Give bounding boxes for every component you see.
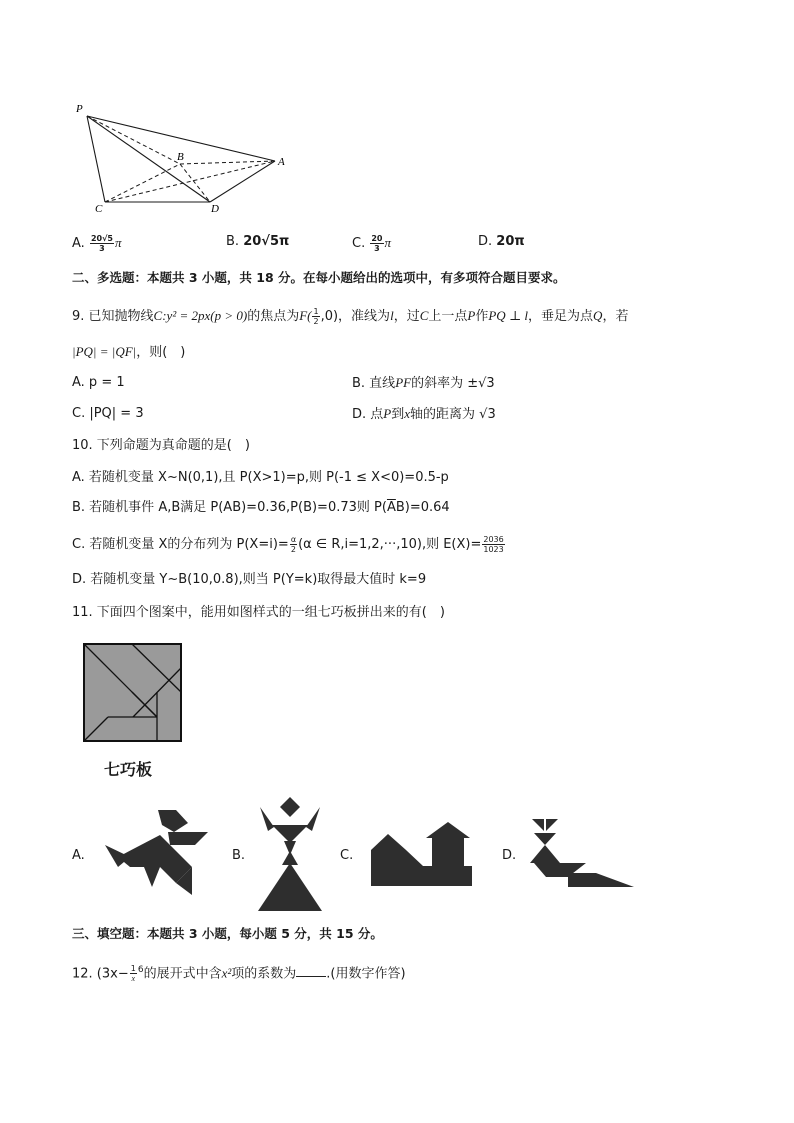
q9-option-b: B. 直线PF的斜率为 ±√3 (352, 375, 495, 391)
label-B: B (177, 151, 184, 163)
fig-a-head (158, 810, 188, 832)
fig-d-head (534, 833, 556, 845)
q10-c-fraction: $\frac{\alpha}{2}$ (290, 535, 297, 554)
fig-d-ear-right (546, 819, 558, 831)
fig-c-roof-left (371, 834, 406, 850)
tangram-square (83, 643, 183, 743)
fig-a-arm (168, 832, 208, 845)
q8-option-b: B. 20√5π (226, 234, 290, 249)
edge-BD-hidden (180, 164, 210, 202)
q8-a-fraction: $\frac{20√5}{3}$ (90, 234, 113, 253)
fig-c-roof-right (426, 822, 470, 838)
q10-c-result-fraction: $\frac{2036}{1023}$ (483, 535, 504, 554)
q9-option-d: D. 点P到x轴的距离为 √3 (352, 406, 496, 422)
q11-label-b: B. (232, 848, 246, 863)
q10-option-b: B. 若随机事件 A,B满足 P(AB)=0.36,P(B)=0.73则 $P(\overline{A}B)=0.64$ (72, 500, 450, 515)
edge-PB-hidden (87, 116, 180, 164)
label-D: D (211, 203, 219, 215)
pyramid-figure (70, 96, 300, 216)
q9-stem-line1: 9. 已知抛物线C:y² = 2px(p > 0)的焦点为F( $\frac{1}{2}$ ,0)，准线为l，过C上一点P作PQ ⊥ l，垂足为点Q，若 (72, 307, 629, 326)
q8-option-a: A. $\frac{20√5}{3}$ π (72, 234, 122, 253)
q12-fraction: $\frac{1}{x}$ (130, 964, 136, 984)
q11-figure-d (524, 815, 636, 890)
fig-c-body-left (371, 850, 423, 866)
q11-label-c: C. (340, 848, 354, 863)
label-P: P (76, 103, 83, 115)
q12-stem: 12. (3x− $\frac{1}{x}$ $^6$的展开式中含x²项的系数为 .(用数字作答) (72, 964, 406, 984)
fig-d-tail-block (568, 873, 596, 887)
fig-b-head (280, 797, 300, 817)
q11-figure-b (254, 795, 329, 915)
q11-stem: 11. 下面四个图案中，能用如图样式的一组七巧板拼出来的有( ) (72, 605, 445, 620)
edge-PC (87, 116, 105, 202)
q10-option-d: D. 若随机变量 Y~B(10,0.8),则当 P(Y=k)取得最大值时 k=9 (72, 572, 427, 587)
q8-option-c: C. $\frac{20}{3}$ π (352, 234, 392, 253)
edge-BA-hidden (180, 161, 275, 164)
fig-c-tower (432, 838, 464, 866)
fig-c-base (371, 866, 472, 886)
q11-figure-c (368, 820, 478, 888)
q10-option-c: C. 若随机变量 X的分布列为 P(X=i)= $\frac{\alpha}{2}$ (α ∈ R,i=1,2,···,10),则 E(X)= $\frac{2036}{1023}$ (72, 535, 504, 554)
fig-d-tail (596, 873, 634, 887)
fig-b-skirt (258, 863, 322, 911)
fig-d-ear-left (532, 819, 544, 831)
section2-heading: 二、多选题：本题共 3 小题，共 18 分。在每小题给出的选项中，有多项符合题目要求。 (72, 270, 566, 285)
fig-b-right-arm (306, 807, 320, 831)
q8-c-fraction: $\frac{20}{3}$ (371, 234, 383, 253)
q9-option-c: C. |PQ| = 3 (72, 406, 144, 421)
tangram-caption: 七巧板 (104, 760, 153, 779)
label-C: C (95, 203, 103, 215)
edge-CA-hidden (105, 161, 275, 202)
answer-blank[interactable] (296, 965, 326, 977)
fig-a-foot (144, 867, 160, 887)
q11-label-a: A. (72, 848, 85, 863)
q9-option-a: A. p = 1 (72, 375, 125, 390)
edge-DA (210, 161, 275, 202)
fig-b-shoulders (272, 825, 308, 843)
fig-b-left-arm (260, 807, 274, 831)
fig-a-body (118, 835, 160, 867)
label-A: A (278, 156, 285, 168)
fig-d-neck (530, 845, 560, 863)
fig-b-hip (282, 851, 298, 865)
q11-label-d: D. (502, 848, 517, 863)
edge-PD (87, 116, 210, 202)
section3-heading: 三、填空题：本题共 3 小题，每小题 5 分，共 15 分。 (72, 926, 383, 941)
q8-option-d: D. 20π (478, 234, 525, 249)
q10-option-a: A. 若随机变量 X~N(0,1),且 P(X>1)=p,则 P(-1 ≤ X<0)=0.5-p (72, 470, 449, 485)
q10-stem: 10. 下列命题为真命题的是( ) (72, 438, 250, 453)
q9-focus-fraction: $\frac{1}{2}$ (313, 307, 319, 326)
q11-figure-a (100, 805, 215, 900)
q9-stem-line2: |PQ| = |QF|，则( ) (72, 344, 186, 360)
edge-CB-hidden (105, 164, 180, 202)
